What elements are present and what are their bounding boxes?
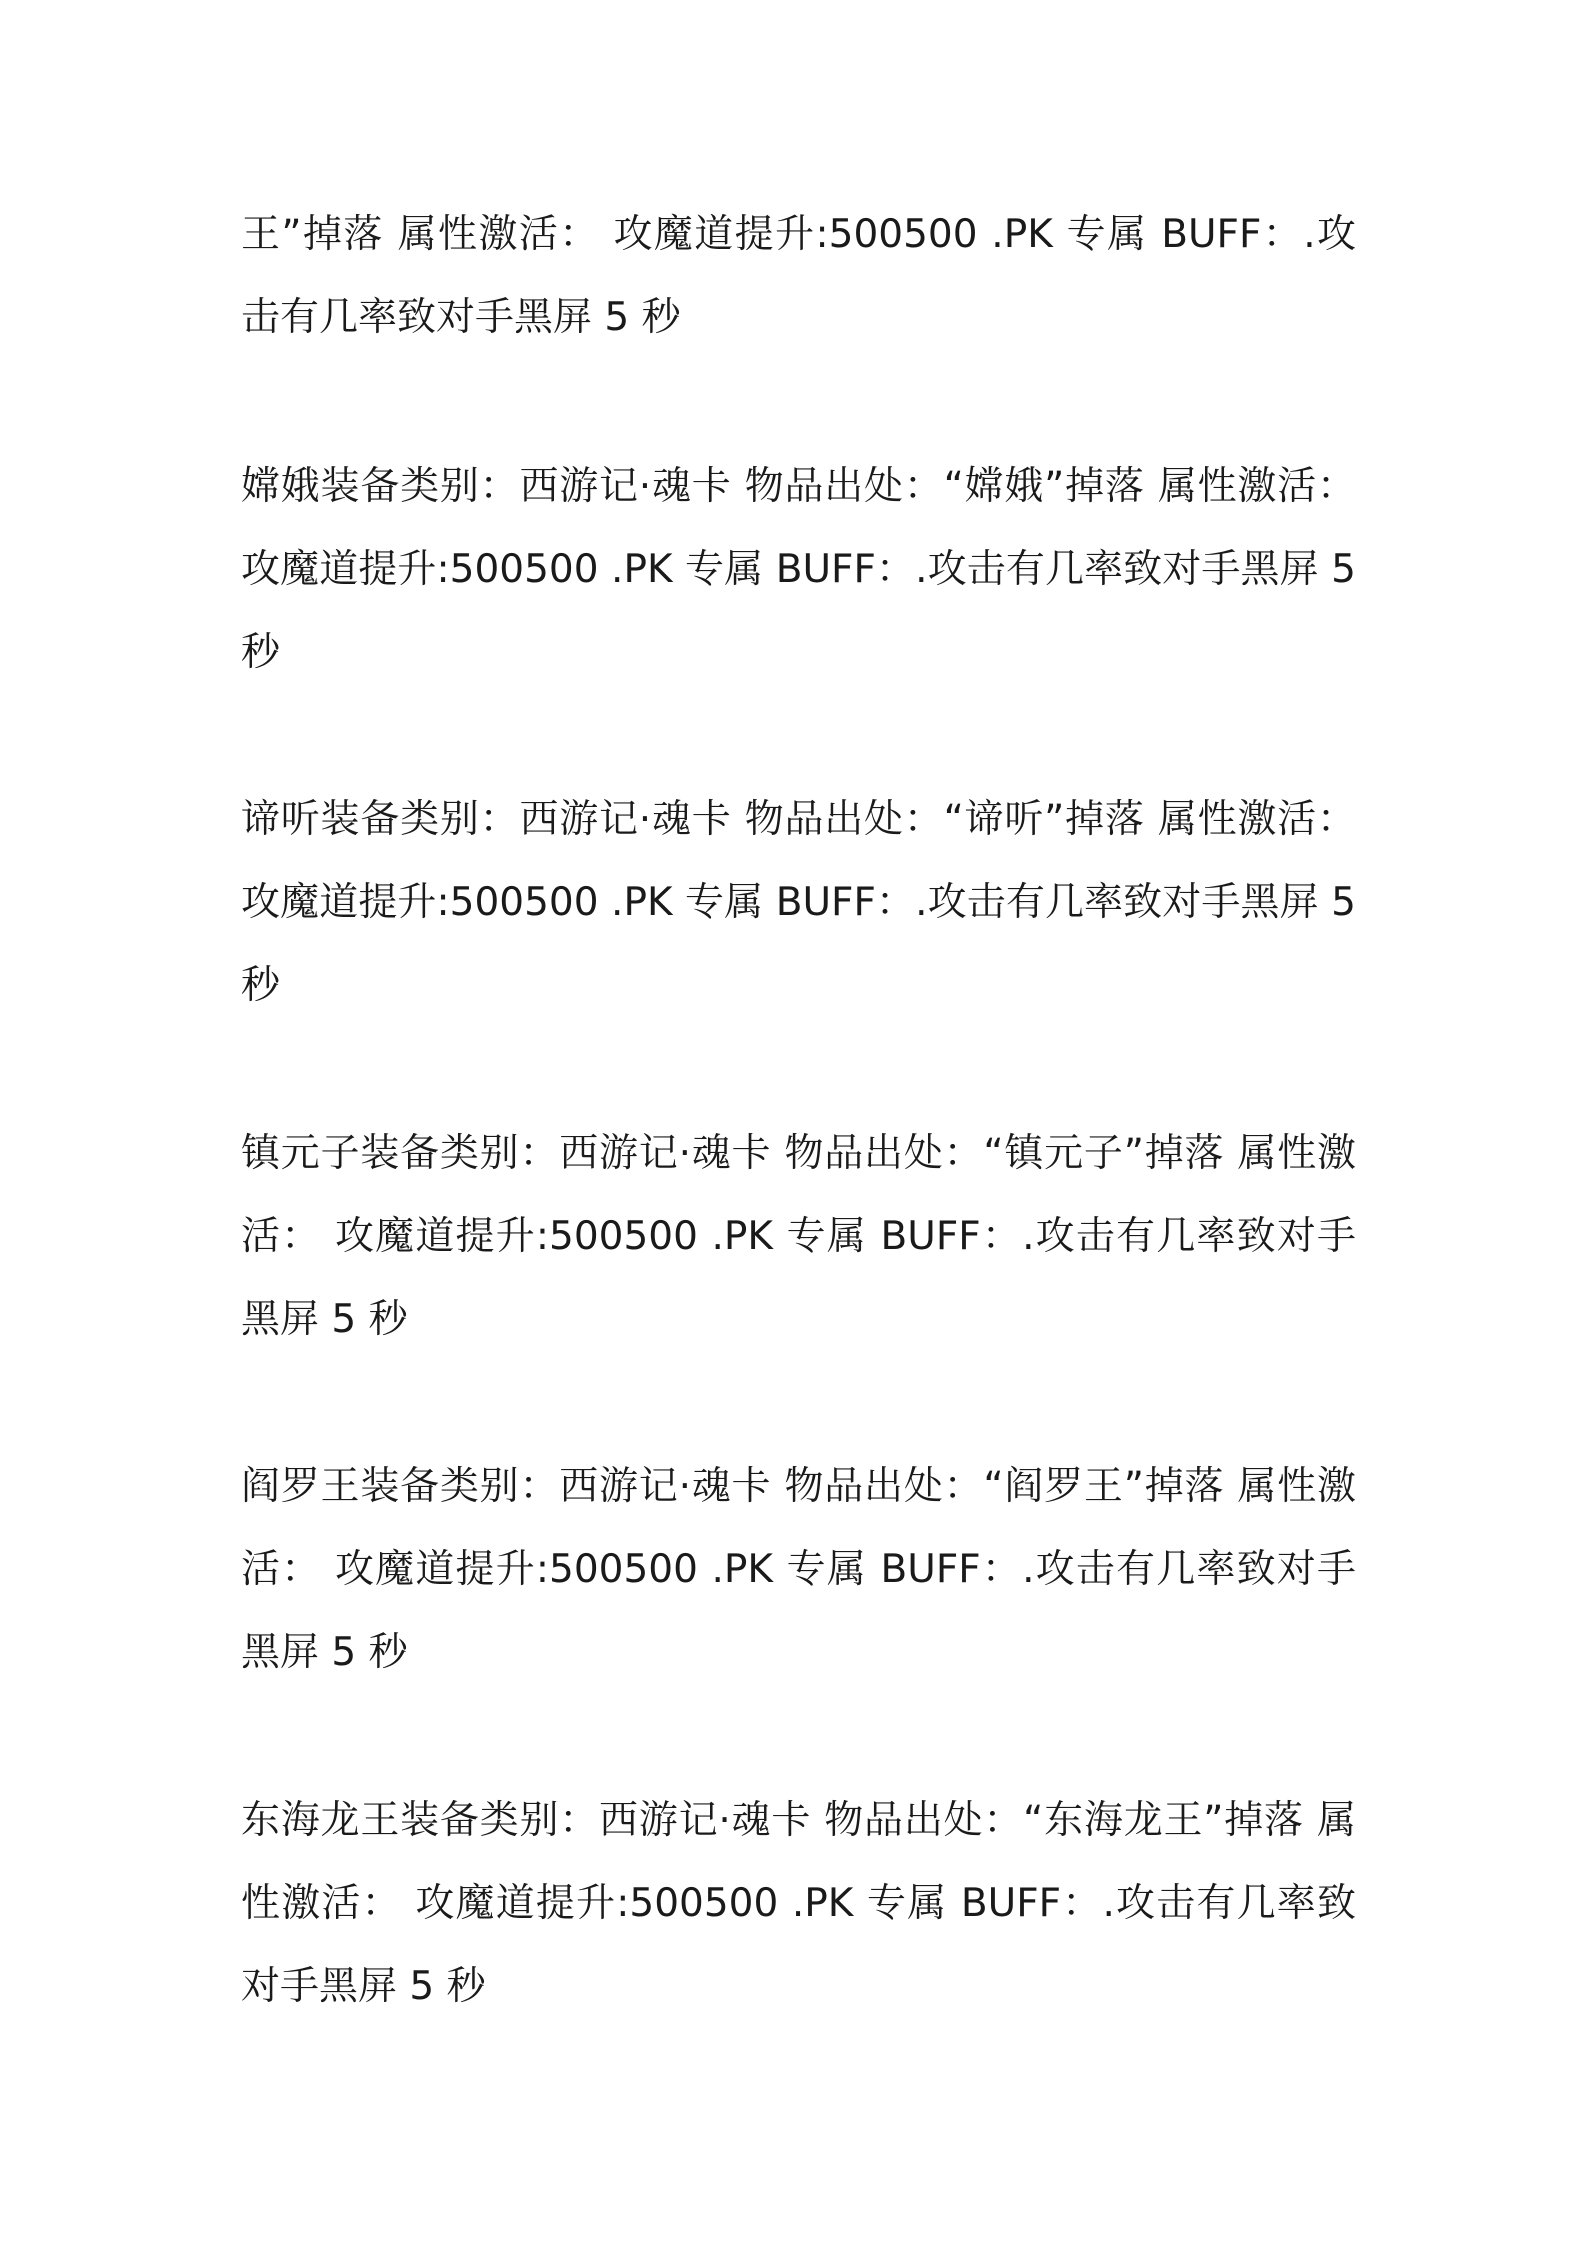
paragraph-diting: 谛听装备类别：西游记·魂卡 物品出处：“谛听”掉落 属性激活： 攻魔道提升:500500 .PK 专属 BUFF：.攻击有几率致对手黑屏 5 秒	[241, 797, 1356, 1008]
paragraph-change: 嫦娥装备类别：西游记·魂卡 物品出处：“嫦娥”掉落 属性激活： 攻魔道提升:500500 .PK 专属 BUFF：.攻击有几率致对手黑屏 5 秒	[241, 464, 1356, 675]
paragraph-zhenyuanzi: 镇元子装备类别：西游记·魂卡 物品出处：“镇元子”掉落 属性激活： 攻魔道提升:500500 .PK 专属 BUFF：.攻击有几率致对手黑屏 5 秒	[241, 1131, 1356, 1342]
paragraph-donghai-longwang: 东海龙王装备类别：西游记·魂卡 物品出处：“东海龙王”掉落 属性激活： 攻魔道提升:500500 .PK 专属 BUFF：.攻击有几率致对手黑屏 5 秒	[241, 1798, 1356, 2009]
paragraph-yanluowang: 阎罗王装备类别：西游记·魂卡 物品出处：“阎罗王”掉落 属性激活： 攻魔道提升:500500 .PK 专属 BUFF：.攻击有几率致对手黑屏 5 秒	[241, 1464, 1356, 1675]
paragraph-continued: 王”掉落 属性激活： 攻魔道提升:500500 .PK 专属 BUFF：.攻击有几率致对手黑屏 5 秒	[241, 212, 1356, 340]
